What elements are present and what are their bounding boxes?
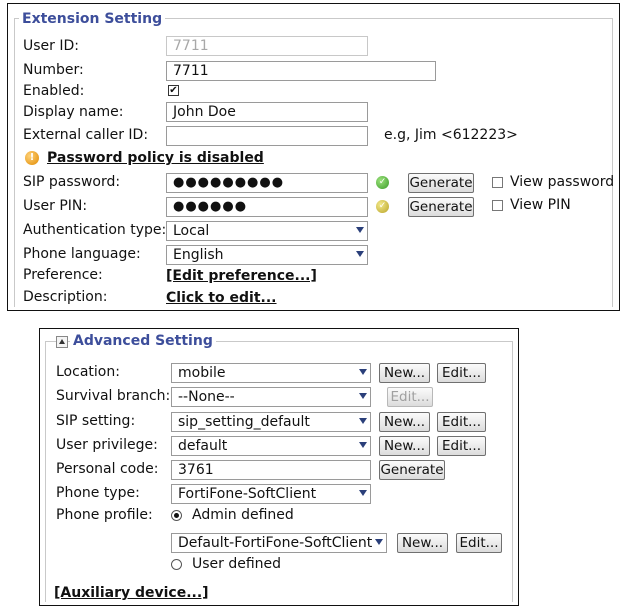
survival-branch-label: Survival branch: xyxy=(56,388,171,404)
user-privilege-select[interactable] xyxy=(171,436,371,456)
enabled-label: Enabled: xyxy=(23,83,85,99)
advanced-setting-panel xyxy=(39,328,519,606)
survival-branch-edit-button: Edit... xyxy=(387,387,433,407)
password-policy-link[interactable]: Password policy is disabled xyxy=(47,150,264,166)
chevron-down-icon xyxy=(359,369,367,375)
preference-label: Preference: xyxy=(23,267,103,283)
chevron-down-icon xyxy=(356,251,364,257)
password-strength-ok-icon: ✓ xyxy=(376,176,389,189)
location-value: mobile xyxy=(178,365,226,381)
user-defined-label: User defined xyxy=(192,556,282,572)
external-caller-id-label: External caller ID: xyxy=(23,127,149,143)
advanced-setting-legend: Advanced Setting xyxy=(70,332,216,350)
chevron-down-icon xyxy=(359,418,367,424)
authentication-type-label: Authentication type: xyxy=(23,222,167,238)
sip-setting-select[interactable] xyxy=(171,412,371,432)
external-caller-id-field[interactable] xyxy=(166,126,368,146)
user-pin-generate-button[interactable]: Generate xyxy=(409,199,473,215)
sip-setting-new-button[interactable]: New... xyxy=(379,412,430,432)
chevron-down-icon xyxy=(375,539,383,545)
phone-profile-label: Phone profile: xyxy=(56,507,153,523)
phone-profile-value: Default-FortiFone-SoftClient xyxy=(178,535,373,551)
warning-icon: ! xyxy=(25,151,39,165)
sip-setting-label: SIP setting: xyxy=(56,413,136,429)
user-privilege-new-button[interactable]: New... xyxy=(379,436,430,456)
authentication-type-select[interactable] xyxy=(166,221,368,241)
edit-preference-link[interactable]: [Edit preference...] xyxy=(166,268,317,284)
phone-language-value: English xyxy=(173,247,224,263)
number-field[interactable]: 7711 xyxy=(166,61,436,81)
extension-setting-legend: Extension Setting xyxy=(19,10,165,28)
number-label: Number: xyxy=(23,62,84,78)
phone-type-select[interactable] xyxy=(171,484,371,504)
auxiliary-device-link[interactable]: [Auxiliary device...] xyxy=(54,585,209,601)
view-pin-checkbox[interactable] xyxy=(492,200,503,211)
view-password-label: View password xyxy=(510,174,615,190)
chevron-down-icon xyxy=(356,227,364,233)
user-id-label: User ID: xyxy=(23,38,79,54)
display-name-label: Display name: xyxy=(23,104,124,120)
pin-strength-weak-icon: ✓ xyxy=(376,200,389,213)
enabled-checkbox[interactable]: ✔ xyxy=(169,85,178,96)
personal-code-field[interactable]: 3761 xyxy=(171,460,371,480)
admin-defined-label: Admin defined xyxy=(192,507,294,523)
user-id-field: 7711 xyxy=(166,36,368,56)
location-edit-button[interactable]: Edit... xyxy=(437,363,486,383)
external-caller-id-hint: e.g, Jim <612223> xyxy=(384,127,518,143)
user-privilege-label: User privilege: xyxy=(56,437,158,453)
admin-defined-radio[interactable] xyxy=(171,510,182,521)
phone-language-label: Phone language: xyxy=(23,246,141,262)
user-pin-field[interactable]: ●●●●●● xyxy=(166,197,368,217)
personal-code-label: Personal code: xyxy=(56,461,159,477)
phone-profile-select[interactable] xyxy=(171,533,387,553)
personal-code-generate-button[interactable]: Generate xyxy=(380,462,444,478)
sip-setting-value: sip_setting_default xyxy=(178,414,310,430)
user-privilege-value: default xyxy=(178,438,228,454)
collapse-icon[interactable] xyxy=(56,336,68,348)
edit-description-link[interactable]: Click to edit... xyxy=(166,290,277,306)
extension-setting-panel xyxy=(7,3,620,311)
phone-language-select[interactable] xyxy=(166,245,368,265)
authentication-type-value: Local xyxy=(173,223,210,239)
user-privilege-edit-button[interactable]: Edit... xyxy=(437,436,486,456)
location-label: Location: xyxy=(56,364,120,380)
chevron-down-icon xyxy=(359,490,367,496)
phone-type-label: Phone type: xyxy=(56,485,140,501)
phone-profile-new-button[interactable]: New... xyxy=(397,533,448,553)
survival-branch-value: --None-- xyxy=(178,389,235,405)
view-password-checkbox[interactable] xyxy=(492,177,503,188)
location-select[interactable] xyxy=(171,363,371,383)
description-label: Description: xyxy=(23,289,108,305)
chevron-down-icon xyxy=(359,393,367,399)
sip-password-generate-button[interactable]: Generate xyxy=(409,175,473,191)
display-name-field[interactable]: John Doe xyxy=(166,102,368,122)
sip-setting-edit-button[interactable]: Edit... xyxy=(437,412,486,432)
phone-profile-edit-button[interactable]: Edit... xyxy=(456,533,502,553)
sip-password-label: SIP password: xyxy=(23,174,121,190)
view-pin-label: View PIN xyxy=(510,197,571,213)
phone-type-value: FortiFone-SoftClient xyxy=(178,486,317,502)
chevron-down-icon xyxy=(359,442,367,448)
user-defined-radio[interactable] xyxy=(171,559,182,570)
survival-branch-select[interactable] xyxy=(171,387,371,407)
sip-password-field[interactable]: ●●●●●●●●● xyxy=(166,173,368,193)
user-pin-label: User PIN: xyxy=(23,198,88,214)
location-new-button[interactable]: New... xyxy=(379,363,430,383)
